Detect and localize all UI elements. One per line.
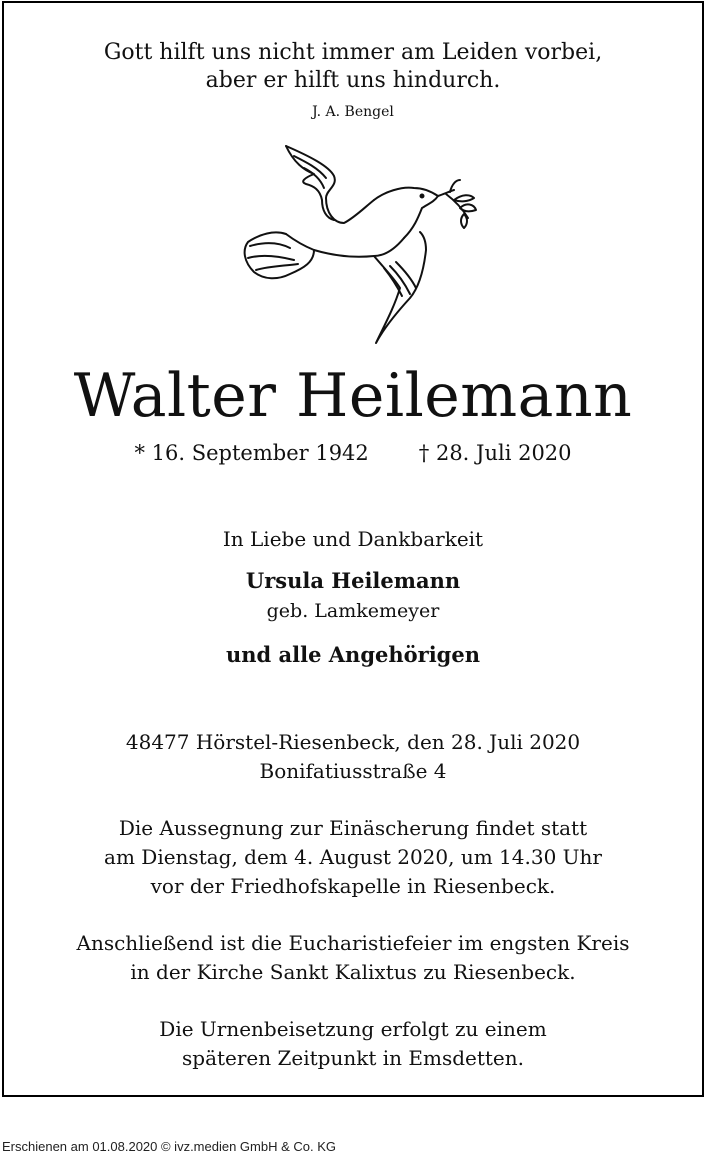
death-date: † 28. Juli 2020 xyxy=(418,441,572,465)
eucharist-info xyxy=(4,929,702,987)
urn-line-1: Die Urnenbeisetzung erfolgt zu einem xyxy=(159,1017,547,1041)
urn-burial-info xyxy=(4,1015,702,1073)
mourners-intro: In Liebe und Dankbarkeit xyxy=(222,527,484,551)
birth-date: * 16. September 1942 xyxy=(134,441,369,465)
address xyxy=(4,728,702,786)
relatives: und alle Angehörigen xyxy=(226,642,480,667)
obituary-notice xyxy=(2,1,704,1097)
urn-line-2: späteren Zeitpunkt in Emsdetten. xyxy=(182,1046,524,1070)
spouse-maiden-name: geb. Lamkemeyer xyxy=(266,600,440,622)
eucharist-line-1: Anschließend ist die Eucharistiefeier im engsten Kreis xyxy=(76,931,630,955)
spouse-name: Ursula Heilemann xyxy=(245,568,461,593)
deceased-name: Walter Heilemann xyxy=(73,361,633,431)
service-info xyxy=(4,814,702,901)
eucharist-line-2: in der Kirche Sankt Kalixtus zu Riesenbeck. xyxy=(130,960,576,984)
life-dates xyxy=(4,440,702,466)
service-line-1: Die Aussegnung zur Einäscherung findet statt xyxy=(118,816,588,840)
quote xyxy=(4,39,702,95)
dove-with-olive-branch-icon xyxy=(234,138,484,348)
quote-line-2: aber er hilft uns hindurch. xyxy=(205,68,501,93)
address-line-1: 48477 Hörstel-Riesenbeck, den 28. Juli 2020 xyxy=(125,730,581,754)
service-line-2: am Dienstag, dem 4. August 2020, um 14.30 Uhr xyxy=(104,845,602,869)
publication-footer: Erschienen am 01.08.2020 © ivz.medien GmbH & Co. KG xyxy=(2,1139,337,1154)
service-line-3: vor der Friedhofskapelle in Riesenbeck. xyxy=(150,874,556,898)
quote-line-1: Gott hilft uns nicht immer am Leiden vorbei, xyxy=(103,40,603,65)
address-line-2: Bonifatiusstraße 4 xyxy=(259,759,447,783)
quote-author: J. A. Bengel xyxy=(312,104,394,120)
